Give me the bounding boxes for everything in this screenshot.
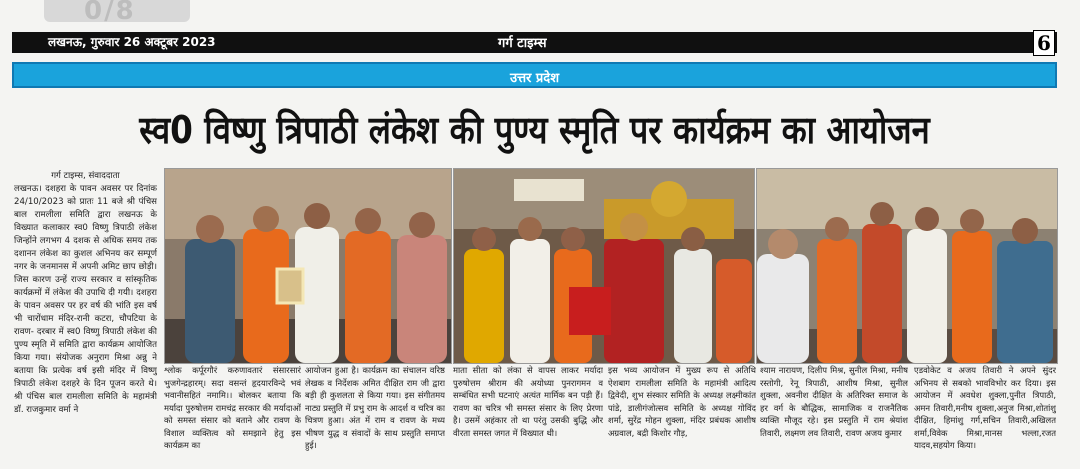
photo-group-holding-frame [164, 168, 452, 364]
ravana-crown-icon [651, 181, 687, 217]
section-banner [12, 62, 1057, 88]
paper-name: गर्ग टाइम्स [498, 36, 547, 51]
photo-frame-icon [277, 269, 303, 303]
section-label: उत्तर प्रदेश [509, 71, 560, 86]
intro-text: लखनऊ। दशहरा के पावन अवसर पर दिनांक 24/10/2023 को प्रातः 11 बजे श्री पंचिस बाल रामलीला समिति द्वारा लखनऊ के विख्यात कलाकार स्व0 विष्णु त्रिपाठी लंकेश जिन्होंने लगभग 4 दशक से अधिक समय तक दशानन लंकेश का कुशल अभिनय कर सम्पूर्ण नगर के जनमानस में अपनी अमिट छाप छोड़ी। जिस कारण उन्हें राज्य सरकार व सांस्कृतिक कार्यक्रमों में लंकेश की उपाधि दी गयी। दशहरा के पावन अवसर पर हर वर्ष की भांति इस वर्ष भी चारोंधाम मंदिर-रानी कटरा, चौपटिया के रावण- दरबार में स्व0 विष्णु त्रिपाठी लंकेश की पुण्य स्मृति में समिति द्वारा कार्यक्रम आयोजित किया गया। संयोजक अनुराग मिश्रा अन्नु ने बताया कि प्रत्येक वर्ष इसी मंदिर में विष्णु त्रिपाठी लंकेश दशहरे के दिन पूजन करते थे। श्री पंचिस बाल रामलीला समिति के महामंत्री डॉ. राजकुमार वर्मा ने [14, 184, 157, 415]
photo-ravana-stage [453, 168, 755, 364]
page-number: 6 [1033, 30, 1055, 56]
article-column-5: श्याम नारायण, दिलीप मिश्र, सुनील मिश्रा, मनीष रस्तोगी, रेनू त्रिपाठी, आशीष मिश्रा, सुनील शुक्ला, अवनीश दीक्षित के अतिरिक्त समाज के हर वर्ग के बौद्धिक, सामाजिक व राजनैतिक व्यक्ति मौजूद रहे। इस प्रस्तुति में राम श्रेयांश तिवारी, लक्ष्मण लव तिवारी, रावण अजय कुमार [760, 365, 908, 438]
headline: स्व0 विष्णु त्रिपाठी लंकेश की पुण्य स्मृति पर कार्यक्रम का आयोजन [139, 108, 930, 152]
article-column-2: आयोजन हुआ है। कार्यक्रम का संचालन वरिष्ठ लेखक व निर्देशक अमित दीक्षित राम जी द्वारा बड़ी ही कुशलता से किया गया। इस संगीतमय नाट्य प्रस्तुति में प्रभु राम के आदर्श व चरित्र का चित्रण हुआ। अंत में राम व रावण के मध्य भीषण युद्ध व संवादों के साथ प्रस्तुति समाप्त हुई। [305, 365, 445, 450]
photo-group-portrait [756, 168, 1058, 364]
article-column-4: इस भव्य आयोजन में मुख्य रूप से अतिथि ऐशबाग रामलीला समिति के महामंत्री आदित्य द्विवेदी, शुभ संस्कार समिति के अध्यक्ष लक्ष्मीकांत पांडे, डालीगंजोत्सव समिति के अध्यक्ष गोविंद शर्मा, सुरेंद्र मोहन शुक्ला, मंदिर प्रबंधक आशीष अग्रवाल, बद्री किशोर गौड़, [608, 365, 756, 438]
article-column-6: एडवोकेट व अजय तिवारी ने अपने सुंदर अभिनय से सबको भावविभोर कर दिया। इस आयोजन में अवधेश शुक्ला,पुनीत त्रिपाठी, अमन तिवारी,मनीष शुक्ला,अनुज मिश्रा,शोतांशु दीक्षित, हिमांशु गर्ग,सचिन तिवारी,अखिलत शर्मा,विवेक मिश्रा,मानस भल्ला,रजत यादव,सहयोग किया। [914, 365, 1056, 450]
article-column-3: माता सीता को लंका से वापस लाकर मर्यादा पुरुषोत्तम श्रीराम की अयोध्या पुनरागमन व सम्बंधित सभी घटनाएं अत्यंत मार्मिक बन पड़ी हैं। रावण का चरित्र भी समस्त संसार के लिए प्रेरणा है। उसमें अहंकार तो था परंतु उसकी बुद्धि और वीरता समस्त जगत में विख्यात थी। [453, 365, 603, 438]
issue-date: लखनऊ, गुरुवार 26 अक्टूबर 2023 [48, 35, 216, 49]
masthead-bar [12, 32, 1057, 53]
tab-label: 0/8 [84, 0, 136, 26]
framed-portrait-icon [569, 287, 611, 335]
article-column-1: श्लोक कर्पूरगौरं करुणावतारं संसारसारं भुजगेन्द्रहारम्। सदा वसन्तं हृदयारविन्दे भवं भवानीसहितं नमामि।। बोलकर बताया कि मर्यादा पुरुषोत्तम रामचंद्र सरकार की मर्यादाओं को समस्त संसार को बताने और रावण के विशाल व्यक्तित्व को समझाने हेतु इस कार्यक्रम का [164, 365, 301, 450]
top-tab [44, 0, 190, 26]
byline: गर्ग टाइम्स, संवाददाता [51, 171, 120, 181]
article-intro-column [14, 170, 157, 469]
